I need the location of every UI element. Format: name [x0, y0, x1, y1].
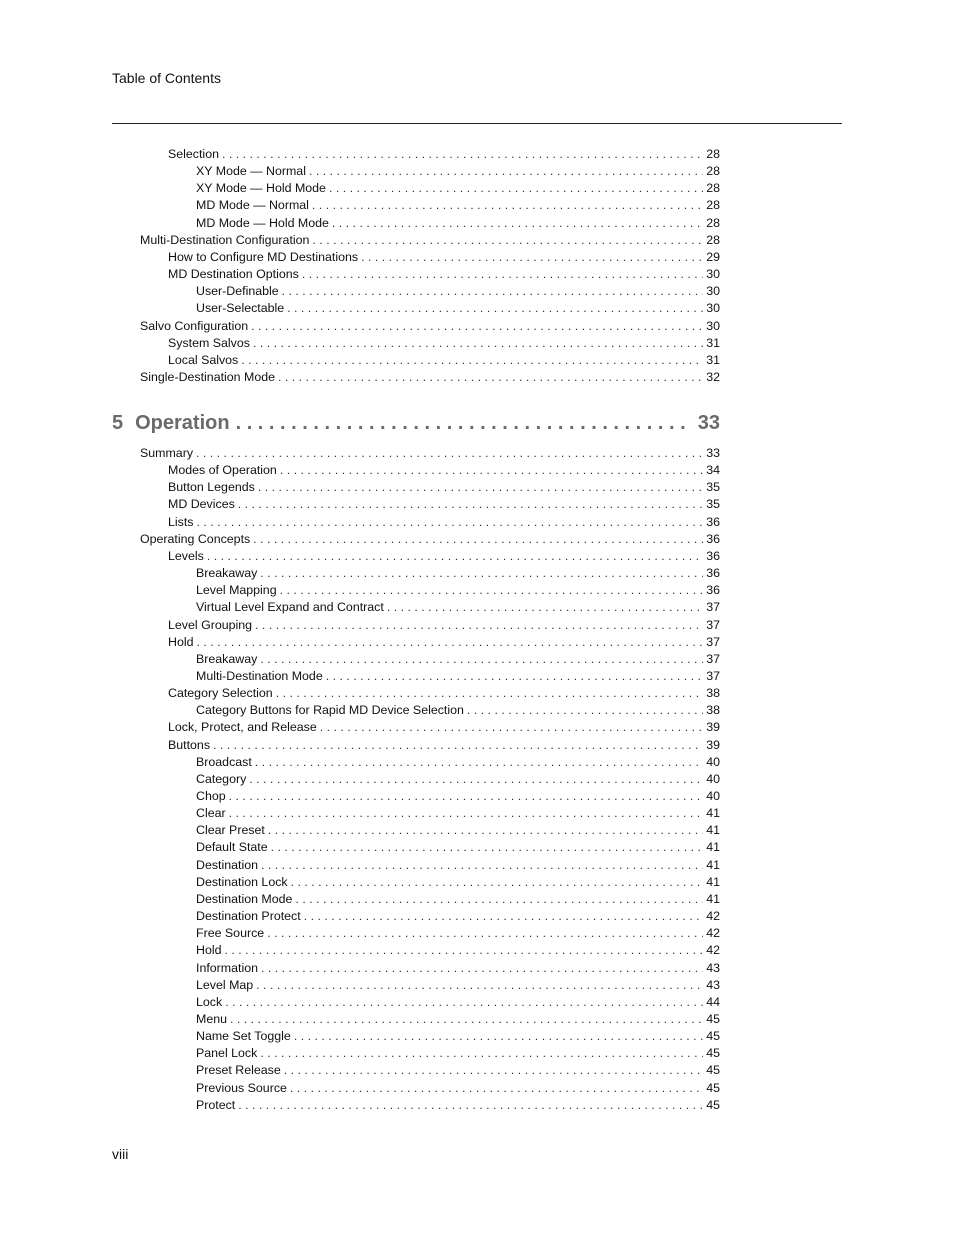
toc-entry-page: 36: [706, 548, 720, 563]
toc-entry[interactable]: [196, 822, 720, 839]
dot-leader: [320, 719, 703, 736]
dot-leader: [224, 942, 703, 959]
toc-entry[interactable]: [196, 942, 720, 959]
toc-entry-title: Summary: [140, 446, 194, 460]
dot-leader: [309, 163, 703, 180]
toc-entry-title: XY Mode — Hold Mode: [196, 181, 326, 196]
dot-leader: [261, 960, 703, 977]
toc-entry-title: Modes of Operation: [168, 463, 277, 478]
toc-entry[interactable]: [196, 180, 720, 197]
dot-leader: [225, 994, 703, 1011]
toc-entry[interactable]: [196, 197, 720, 214]
toc-entry[interactable]: [168, 266, 720, 283]
dot-leader: [467, 702, 703, 719]
dot-leader: [329, 180, 703, 197]
dot-leader: [291, 874, 704, 891]
toc-entry-page: 36: [706, 531, 720, 546]
toc-entry-title: Multi-Destination Mode: [196, 668, 323, 683]
toc-entry-title: Level Mapping: [196, 583, 277, 598]
toc-entry-page: 45: [706, 1029, 720, 1044]
toc-entry-page: 37: [706, 617, 720, 632]
toc-entry[interactable]: [168, 737, 720, 754]
toc-entry-page: 30: [706, 267, 720, 282]
dot-leader: [241, 352, 703, 369]
toc-entry-title: Destination Mode: [196, 891, 293, 906]
toc-entry-title: User-Definable: [196, 284, 279, 299]
toc-entry-page: 40: [706, 771, 720, 786]
toc-entry[interactable]: [196, 994, 720, 1011]
toc-entry[interactable]: [168, 335, 720, 352]
toc-entry-title: XY Mode — Normal: [196, 164, 306, 179]
dot-leader: [238, 496, 703, 513]
dot-leader: [280, 582, 704, 599]
toc-entry-page: 31: [706, 352, 720, 367]
toc-entry[interactable]: [196, 702, 720, 719]
toc-entry-page: 28: [706, 215, 720, 230]
dot-leader: [284, 1062, 703, 1079]
toc-entry[interactable]: [196, 1097, 720, 1114]
toc-entry-page: 31: [706, 335, 720, 350]
dot-leader: [267, 925, 703, 942]
toc-entry-page: 38: [706, 686, 720, 701]
toc-entry-page: 30: [706, 284, 720, 299]
toc-entry-page: 40: [706, 789, 720, 803]
dot-leader: [326, 668, 703, 685]
dot-leader: [255, 617, 703, 634]
toc-entry-page: 43: [706, 977, 720, 992]
dot-leader: [258, 479, 703, 496]
dot-leader: [196, 514, 703, 531]
toc-entry-page: 35: [706, 497, 720, 512]
toc-entry-title: Lock: [196, 994, 223, 1009]
toc-entry[interactable]: [140, 531, 720, 548]
toc-entry-title: MD Devices: [168, 497, 235, 512]
toc-entry-title: Lists: [168, 514, 194, 529]
toc-entry[interactable]: [196, 1062, 720, 1079]
toc-entry[interactable]: [168, 479, 720, 496]
toc-entry-page: 37: [706, 651, 720, 666]
toc-entry[interactable]: [196, 1028, 720, 1045]
dot-leader: [222, 146, 703, 163]
toc-entry[interactable]: [196, 925, 720, 942]
toc-entry-page: 28: [706, 147, 720, 161]
dot-leader: [302, 266, 703, 283]
toc-entry-title: Selection: [168, 147, 219, 161]
toc-entry-title: MD Mode — Normal: [196, 198, 309, 213]
toc-entry-page: 45: [706, 1097, 720, 1112]
toc-entry[interactable]: [196, 857, 720, 874]
dot-leader: [387, 599, 703, 616]
toc-entry-title: Broadcast: [196, 754, 252, 769]
toc-entry-title: Destination Lock: [196, 874, 288, 889]
dot-leader: [196, 445, 703, 462]
dot-leader: [255, 754, 703, 771]
toc-entry-page: 32: [706, 369, 720, 384]
toc-entry-page: 45: [706, 1080, 720, 1095]
toc-entry-title: Free Source: [196, 926, 265, 941]
dot-leader: [230, 1011, 703, 1028]
dot-leader: [294, 1028, 703, 1045]
dot-leader: [282, 283, 704, 300]
toc-entry-title: Clear: [196, 806, 226, 821]
toc-entry-title: MD Destination Options: [168, 267, 299, 282]
dot-leader: [249, 771, 703, 788]
dot-leader: [238, 1097, 703, 1114]
toc-entry-page: 33: [706, 446, 720, 460]
dot-leader: [271, 839, 704, 856]
toc-entry-title: Preset Release: [196, 1063, 281, 1078]
toc-entry-title: Virtual Level Expand and Contract: [196, 600, 384, 615]
running-head-title: Table of Contents: [112, 70, 221, 86]
toc-entry[interactable]: [168, 514, 720, 531]
toc-entry[interactable]: [168, 249, 720, 266]
toc-entry[interactable]: [168, 634, 720, 651]
dot-leader: [261, 857, 703, 874]
toc-entry-title: Hold: [168, 634, 194, 649]
toc-entry[interactable]: [168, 496, 720, 513]
toc-entry-title: Chop: [196, 789, 226, 803]
toc-entry[interactable]: [168, 685, 720, 702]
toc-entry-page: 39: [706, 737, 720, 752]
toc-entry-page: 29: [706, 249, 720, 264]
toc-entry[interactable]: [168, 548, 720, 565]
toc-entry[interactable]: [196, 839, 720, 856]
dot-leader: [229, 788, 704, 805]
header-rule: [112, 123, 842, 124]
toc-entry-page: 36: [706, 583, 720, 598]
dot-leader: [236, 412, 692, 435]
toc-entry-page: 35: [706, 480, 720, 495]
toc-entry-title: Clear Preset: [196, 823, 265, 838]
dot-leader: [276, 685, 704, 702]
toc-entry[interactable]: [196, 754, 720, 771]
dot-leader: [260, 565, 703, 582]
toc-entry[interactable]: [196, 805, 720, 822]
toc-entry[interactable]: [196, 1080, 720, 1097]
toc-entry-title: Panel Lock: [196, 1046, 258, 1061]
toc-entry-page: 45: [706, 1046, 720, 1061]
dot-leader: [332, 215, 703, 232]
toc-entry-page: 36: [706, 566, 720, 581]
dot-leader: [213, 737, 703, 754]
toc-entry-title: Level Map: [196, 977, 254, 992]
dot-leader: [260, 1045, 703, 1062]
toc-entry-title: Local Salvos: [168, 352, 239, 367]
toc-entry-page: 42: [706, 926, 720, 941]
toc-entry[interactable]: [140, 445, 720, 462]
toc-entry-title: Single-Destination Mode: [140, 369, 275, 384]
toc-entry[interactable]: [196, 283, 720, 300]
toc-entry-title: Operating Concepts: [140, 531, 251, 546]
toc-entry-title: Category Selection: [168, 686, 273, 701]
toc-entry[interactable]: [196, 1045, 720, 1062]
toc-entry-title: User-Selectable: [196, 301, 285, 316]
toc-entry-title: Destination: [196, 857, 258, 872]
toc-entry-page: 28: [706, 232, 720, 247]
toc-entry-title: MD Mode — Hold Mode: [196, 215, 329, 230]
toc-entry[interactable]: [196, 582, 720, 599]
toc-entry[interactable]: [196, 908, 720, 925]
toc-entry-title: Salvo Configuration: [140, 318, 249, 333]
dot-leader: [268, 822, 703, 839]
toc-entry-title: Previous Source: [196, 1080, 287, 1095]
dot-leader: [295, 891, 703, 908]
toc-entry[interactable]: [168, 146, 720, 163]
toc-entry-title: Button Legends: [168, 480, 255, 495]
toc-entry[interactable]: [196, 1011, 720, 1028]
toc-entry-title: Level Grouping: [168, 617, 253, 632]
dot-leader: [280, 462, 703, 479]
toc-entry-page: 40: [706, 754, 720, 769]
toc-entry-page: 43: [706, 960, 720, 975]
toc-entry[interactable]: [168, 462, 720, 479]
toc-entry[interactable]: [168, 352, 720, 369]
toc-entry-page: 41: [706, 874, 720, 889]
toc-entry-page: 42: [706, 909, 720, 924]
toc-entry-page: 44: [706, 994, 720, 1009]
chapter-heading[interactable]: [112, 412, 720, 440]
chapter-title: Operation: [135, 412, 230, 434]
dot-leader: [287, 300, 703, 317]
toc-entry-title: Menu: [196, 1011, 227, 1026]
dot-leader: [253, 531, 703, 548]
toc-entry[interactable]: [196, 788, 720, 805]
toc-entry-title: Category Buttons for Rapid MD Device Selection: [196, 703, 464, 718]
dot-leader: [312, 197, 703, 214]
toc-entry-page: 37: [706, 668, 720, 683]
dot-leader: [253, 335, 703, 352]
toc-entry-page: 41: [706, 891, 720, 906]
toc-entry-page: 45: [706, 1011, 720, 1026]
toc-entry[interactable]: [196, 565, 720, 582]
toc-entry-page: 28: [706, 198, 720, 213]
toc-entry[interactable]: [196, 891, 720, 908]
toc-entry[interactable]: [196, 651, 720, 668]
dot-leader: [256, 977, 703, 994]
toc-entry-title: Levels: [168, 548, 204, 563]
toc-entry[interactable]: [140, 318, 720, 335]
toc-entry[interactable]: [196, 668, 720, 685]
toc-entry-page: 34: [706, 463, 720, 478]
toc-entry-page: 30: [706, 318, 720, 333]
toc-entry-page: 45: [706, 1063, 720, 1078]
toc-entry-title: Buttons: [168, 737, 211, 752]
dot-leader: [312, 232, 703, 249]
toc-entry[interactable]: [196, 215, 720, 232]
dot-leader: [304, 908, 704, 925]
toc-entry-page: 30: [706, 301, 720, 316]
toc-entry-page: 28: [706, 164, 720, 179]
toc-entry-title: Breakaway: [196, 651, 258, 666]
dot-leader: [251, 318, 703, 335]
toc-entry-page: 37: [706, 634, 720, 649]
toc-entry-title: Protect: [196, 1097, 236, 1112]
dot-leader: [229, 805, 704, 822]
dot-leader: [196, 634, 703, 651]
toc-entry[interactable]: [196, 163, 720, 180]
toc-entry-title: Multi-Destination Configuration: [140, 232, 310, 247]
toc-entry[interactable]: [196, 874, 720, 891]
toc-entry-page: 37: [706, 600, 720, 615]
toc-entry-page: 42: [706, 943, 720, 958]
toc-entry[interactable]: [196, 300, 720, 317]
toc-entry-page: 41: [706, 840, 720, 855]
toc-entry-page: 28: [706, 181, 720, 196]
toc-entry[interactable]: [196, 977, 720, 994]
dot-leader: [207, 548, 703, 565]
dot-leader: [361, 249, 703, 266]
toc-entry[interactable]: [168, 617, 720, 634]
toc-entry-page: 41: [706, 857, 720, 872]
chapter-number: 5: [112, 412, 124, 434]
toc-entry-title: Lock, Protect, and Release: [168, 720, 317, 735]
dot-leader: [260, 651, 703, 668]
toc-entry[interactable]: [196, 599, 720, 616]
page-folio: viii: [112, 1146, 129, 1162]
toc-entry-title: Hold: [196, 943, 222, 958]
toc-entry[interactable]: [140, 232, 720, 249]
toc-entry[interactable]: [196, 771, 720, 788]
toc-entry[interactable]: [196, 960, 720, 977]
toc-entry-page: 41: [706, 823, 720, 838]
toc-entry-title: Category: [196, 771, 247, 786]
toc-entry[interactable]: [140, 369, 720, 386]
dot-leader: [290, 1080, 703, 1097]
toc-entry-title: Information: [196, 960, 258, 975]
toc-entry-title: Default State: [196, 840, 268, 855]
toc-entry-title: Breakaway: [196, 566, 258, 581]
toc-entry-title: System Salvos: [168, 335, 250, 350]
toc-entry-page: 36: [706, 514, 720, 529]
chapter-page: 33: [697, 412, 720, 434]
toc-entry[interactable]: [168, 719, 720, 736]
dot-leader: [278, 369, 703, 386]
toc-entry-title: Destination Protect: [196, 909, 301, 924]
toc-entry-page: 38: [706, 703, 720, 718]
toc-entry-title: Name Set Toggle: [196, 1029, 291, 1044]
toc-entry-title: How to Configure MD Destinations: [168, 249, 359, 264]
toc-entry-page: 39: [706, 720, 720, 735]
toc-entry-page: 41: [706, 806, 720, 821]
